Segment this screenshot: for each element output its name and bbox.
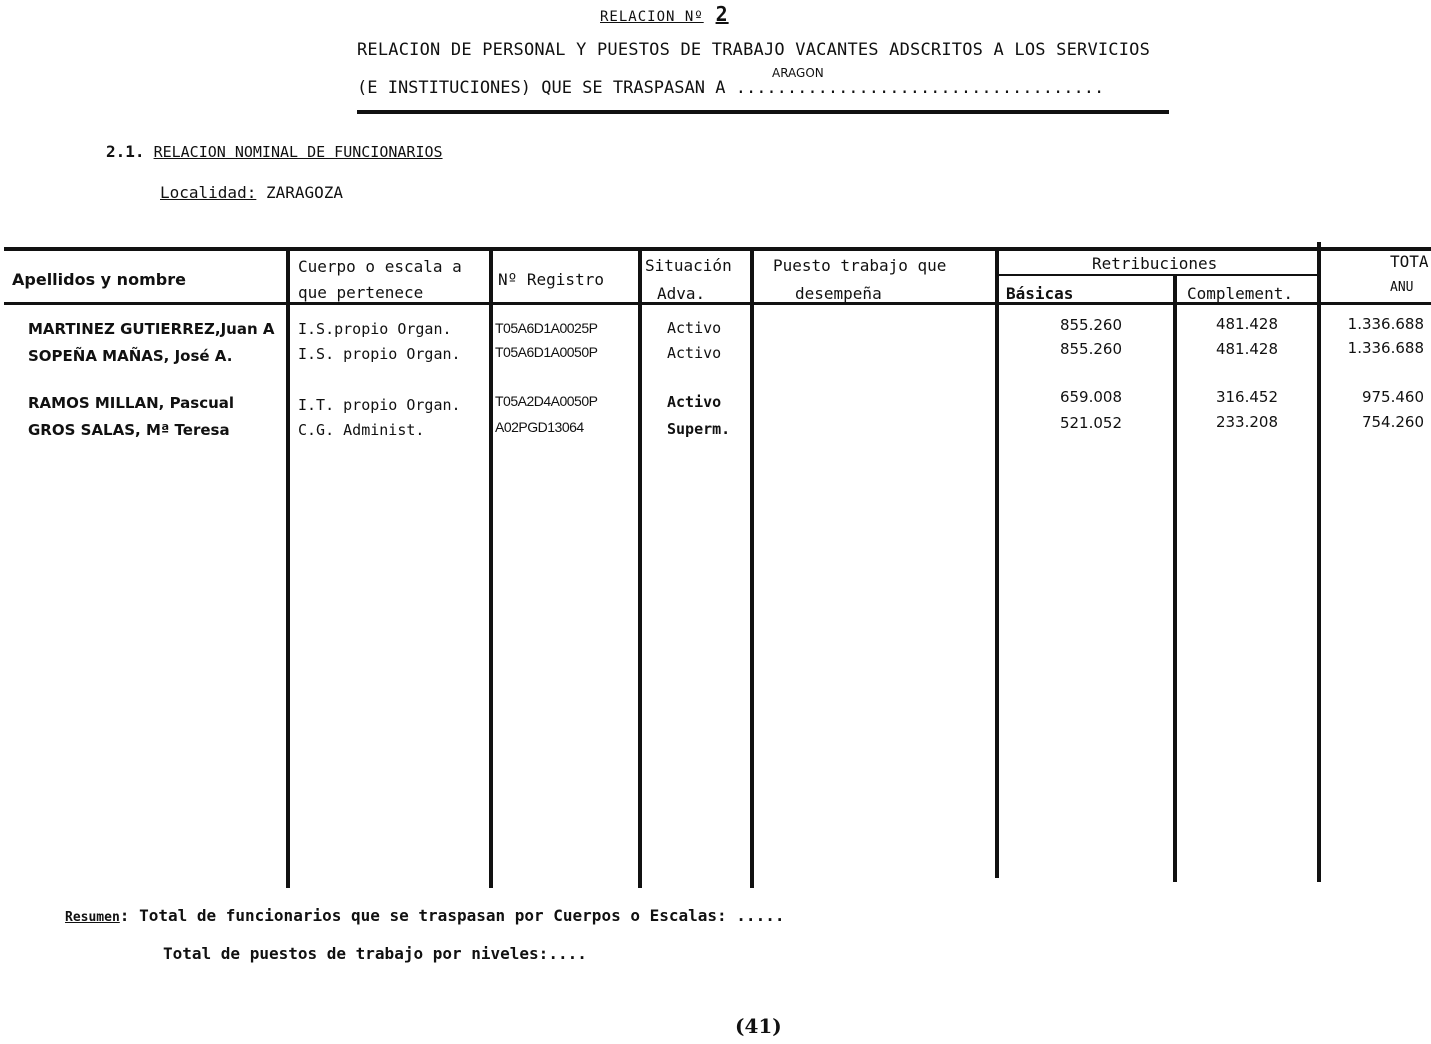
- cell-nombre: SOPEÑA MAÑAS, José A.: [28, 347, 233, 365]
- heading-fill-value: ARAGON: [772, 66, 824, 80]
- cell-situacion: Superm.: [667, 420, 731, 438]
- cell-basicas: 855.260: [1059, 340, 1122, 358]
- retribuciones-subheader-rule: [998, 274, 1320, 276]
- localidad-line: [160, 183, 343, 202]
- header-complement: Complement.: [1187, 284, 1293, 303]
- cell-registro: T05A6D1A0025P: [495, 320, 598, 336]
- document-heading-line2: [357, 78, 1104, 98]
- cell-basicas: 855.260: [1059, 316, 1122, 334]
- cell-basicas: 659.008: [1059, 388, 1122, 406]
- cell-nombre: MARTINEZ GUTIERREZ,Juan A: [28, 320, 275, 338]
- cell-situacion: Activo: [667, 393, 722, 411]
- cell-cuerpo: I.S.propio Organ.: [298, 320, 452, 338]
- cell-complement: 233.208: [1215, 413, 1278, 431]
- header-apellidos: Apellidos y nombre: [12, 270, 186, 289]
- heading-line2-prefix: (E INSTITUCIONES) QUE SE TRASPASAN A: [357, 78, 726, 98]
- cell-total: 1.336.688: [1347, 315, 1424, 333]
- cell-cuerpo: I.S. propio Organ.: [298, 345, 461, 363]
- header-registro: Nº Registro: [498, 270, 604, 289]
- header-cuerpo-line1: Cuerpo o escala a: [298, 257, 462, 276]
- cell-complement: 316.452: [1215, 388, 1278, 406]
- document-heading-line1: RELACION DE PERSONAL Y PUESTOS DE TRABAJO VACANTES ADSCRITOS A LOS SERVICIOS: [357, 40, 1151, 60]
- header-basicas: Básicas: [1006, 284, 1074, 303]
- column-divider: [638, 248, 642, 888]
- heading-divider: [357, 110, 1169, 114]
- cell-nombre: RAMOS MILLAN, Pascual: [28, 394, 235, 412]
- header-retribuciones: Retribuciones: [1092, 254, 1218, 273]
- header-puesto-line2: desempeña: [795, 284, 882, 303]
- cell-situacion: Activo: [667, 344, 722, 362]
- table-top-rule: [4, 247, 1431, 251]
- column-divider: [489, 248, 493, 888]
- relacion-label: RELACION Nº: [600, 9, 704, 25]
- cell-complement: 481.428: [1215, 340, 1278, 358]
- column-divider: [1173, 276, 1177, 882]
- column-divider: [750, 248, 754, 888]
- header-cuerpo-line2: que pertenece: [298, 283, 424, 302]
- heading-line2-dots: ....................................: [735, 78, 1105, 98]
- column-divider: [286, 248, 290, 888]
- resumen-line2: Total de puestos de trabajo por niveles:....: [163, 944, 587, 963]
- section-title-text: RELACION NOMINAL DE FUNCIONARIOS: [153, 143, 443, 161]
- relacion-number-heading: [600, 2, 729, 26]
- localidad-label: Localidad:: [160, 183, 257, 202]
- page-number: (41): [735, 1014, 782, 1038]
- column-divider: [995, 248, 999, 878]
- localidad-value: ZARAGOZA: [265, 183, 344, 202]
- resumen-label: Resumen: [65, 910, 120, 925]
- section-number: 2.1.: [106, 142, 145, 161]
- cell-cuerpo: I.T. propio Organ.: [298, 396, 461, 414]
- cell-total: 975.460: [1361, 388, 1424, 406]
- column-divider: [1317, 242, 1321, 882]
- cell-complement: 481.428: [1215, 315, 1278, 333]
- cell-total: 1.336.688: [1347, 339, 1424, 357]
- header-situacion-line2: Adva.: [657, 284, 706, 303]
- relacion-number: 2: [715, 2, 729, 26]
- cell-total: 754.260: [1361, 413, 1424, 431]
- resumen-line1: [65, 906, 784, 925]
- cell-registro: T05A6D1A0050P: [495, 344, 598, 360]
- header-total-line2: ANU: [1390, 280, 1414, 295]
- cell-cuerpo: C.G. Administ.: [298, 421, 425, 439]
- header-total-line1: TOTA: [1390, 252, 1429, 271]
- header-puesto-line1: Puesto trabajo que: [773, 256, 947, 275]
- cell-nombre: GROS SALAS, Mª Teresa: [28, 421, 230, 439]
- cell-basicas: 521.052: [1059, 414, 1122, 432]
- section-title: [106, 142, 443, 161]
- cell-registro: A02PGD13064: [495, 419, 584, 435]
- cell-situacion: Activo: [667, 319, 722, 337]
- resumen-line1-text: : Total de funcionarios que se traspasan por Cuerpos o Escalas: .....: [119, 906, 785, 925]
- cell-registro: T05A2D4A0050P: [495, 393, 598, 409]
- header-situacion-line1: Situación: [645, 256, 732, 275]
